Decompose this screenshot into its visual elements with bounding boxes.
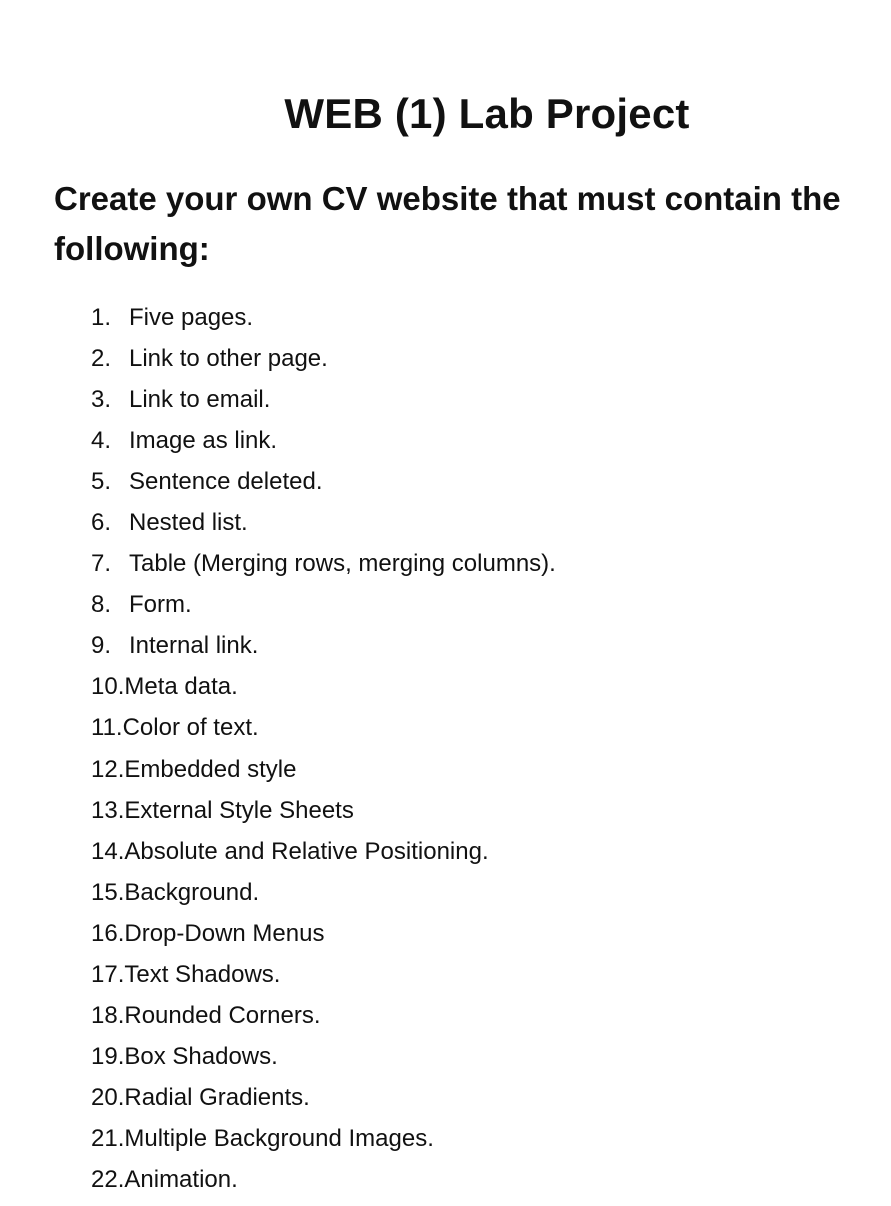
list-item: [91, 379, 556, 420]
list-item-number: 8.: [91, 591, 112, 619]
list-item-text: Table (Merging rows, merging columns).: [129, 550, 556, 578]
list-item-text: Text Shadows.: [124, 960, 281, 988]
page-subtitle: Create your own CV website that must contain the following:: [54, 180, 841, 267]
list-item-text: Nested list.: [129, 509, 248, 537]
list-item: [91, 625, 556, 666]
list-item-text: Animation.: [124, 1165, 238, 1193]
page-title: WEB (1) Lab Project: [284, 90, 690, 137]
list-item-number: 12.: [91, 755, 125, 783]
list-item-number: 17.: [91, 960, 125, 988]
list-item-text: Background.: [124, 878, 260, 906]
list-item: [91, 1159, 556, 1200]
list-item-number: 21.: [91, 1124, 125, 1152]
list-item-number: 15.: [91, 878, 125, 906]
list-item-text: Radial Gradients.: [124, 1083, 310, 1111]
list-item-text: Sentence deleted.: [129, 468, 323, 496]
list-item-number: 19.: [91, 1042, 125, 1070]
list-item: [91, 1036, 556, 1077]
list-item-number: 3.: [91, 386, 112, 414]
list-item: [91, 338, 556, 379]
list-item-number: 7.: [91, 550, 112, 578]
list-item-text: Absolute and Relative Positioning.: [124, 837, 489, 865]
list-item: [91, 666, 556, 707]
list-item: [91, 913, 556, 954]
list-item-number: 14.: [91, 837, 125, 865]
list-item: [91, 461, 556, 502]
list-item-number: 16.: [91, 919, 125, 947]
list-item-number: 1.: [91, 304, 112, 331]
list-item-text: Image as link.: [129, 427, 278, 455]
list-item: [91, 543, 556, 584]
list-item: [91, 502, 556, 543]
list-item: [91, 297, 556, 338]
list-item: [91, 872, 556, 913]
list-item: [91, 954, 556, 995]
list-item: [91, 995, 556, 1036]
list-item-number: 4.: [91, 427, 112, 455]
list-item-text: Drop-Down Menus: [124, 919, 325, 947]
list-item: [91, 584, 556, 625]
list-item: [91, 790, 556, 831]
list-item-number: 22.: [91, 1165, 125, 1193]
requirements-list: [91, 297, 556, 1200]
list-item-text: External Style Sheets: [124, 796, 354, 824]
list-item-number: 13.: [91, 796, 125, 824]
list-item-number: 10.: [91, 673, 125, 701]
list-item-number: 9.: [91, 632, 112, 660]
list-item-number: 11.: [91, 714, 123, 742]
list-item-text: Link to email.: [129, 386, 271, 414]
list-item: [91, 1077, 556, 1118]
list-item-text: Five pages.: [129, 304, 254, 331]
list-item-number: 20.: [91, 1083, 125, 1111]
list-item: [91, 749, 556, 790]
list-item-text: Multiple Background Images.: [124, 1124, 434, 1152]
list-item-number: 5.: [91, 468, 112, 496]
list-item-text: Box Shadows.: [124, 1042, 278, 1070]
list-item-text: Color of text.: [122, 714, 259, 742]
list-item: [91, 1118, 556, 1159]
list-item-text: Meta data.: [124, 673, 238, 701]
list-item-text: Embedded style: [124, 755, 297, 783]
list-item-text: Form.: [129, 591, 192, 619]
list-item-number: 2.: [91, 345, 112, 373]
list-item: [91, 420, 556, 461]
list-item-number: 6.: [91, 509, 112, 537]
list-item: [91, 831, 556, 872]
list-item-text: Rounded Corners.: [124, 1001, 321, 1029]
list-item-text: Internal link.: [129, 632, 259, 660]
list-item-number: 18.: [91, 1001, 125, 1029]
list-item: [91, 707, 556, 748]
list-item-text: Link to other page.: [129, 345, 328, 373]
